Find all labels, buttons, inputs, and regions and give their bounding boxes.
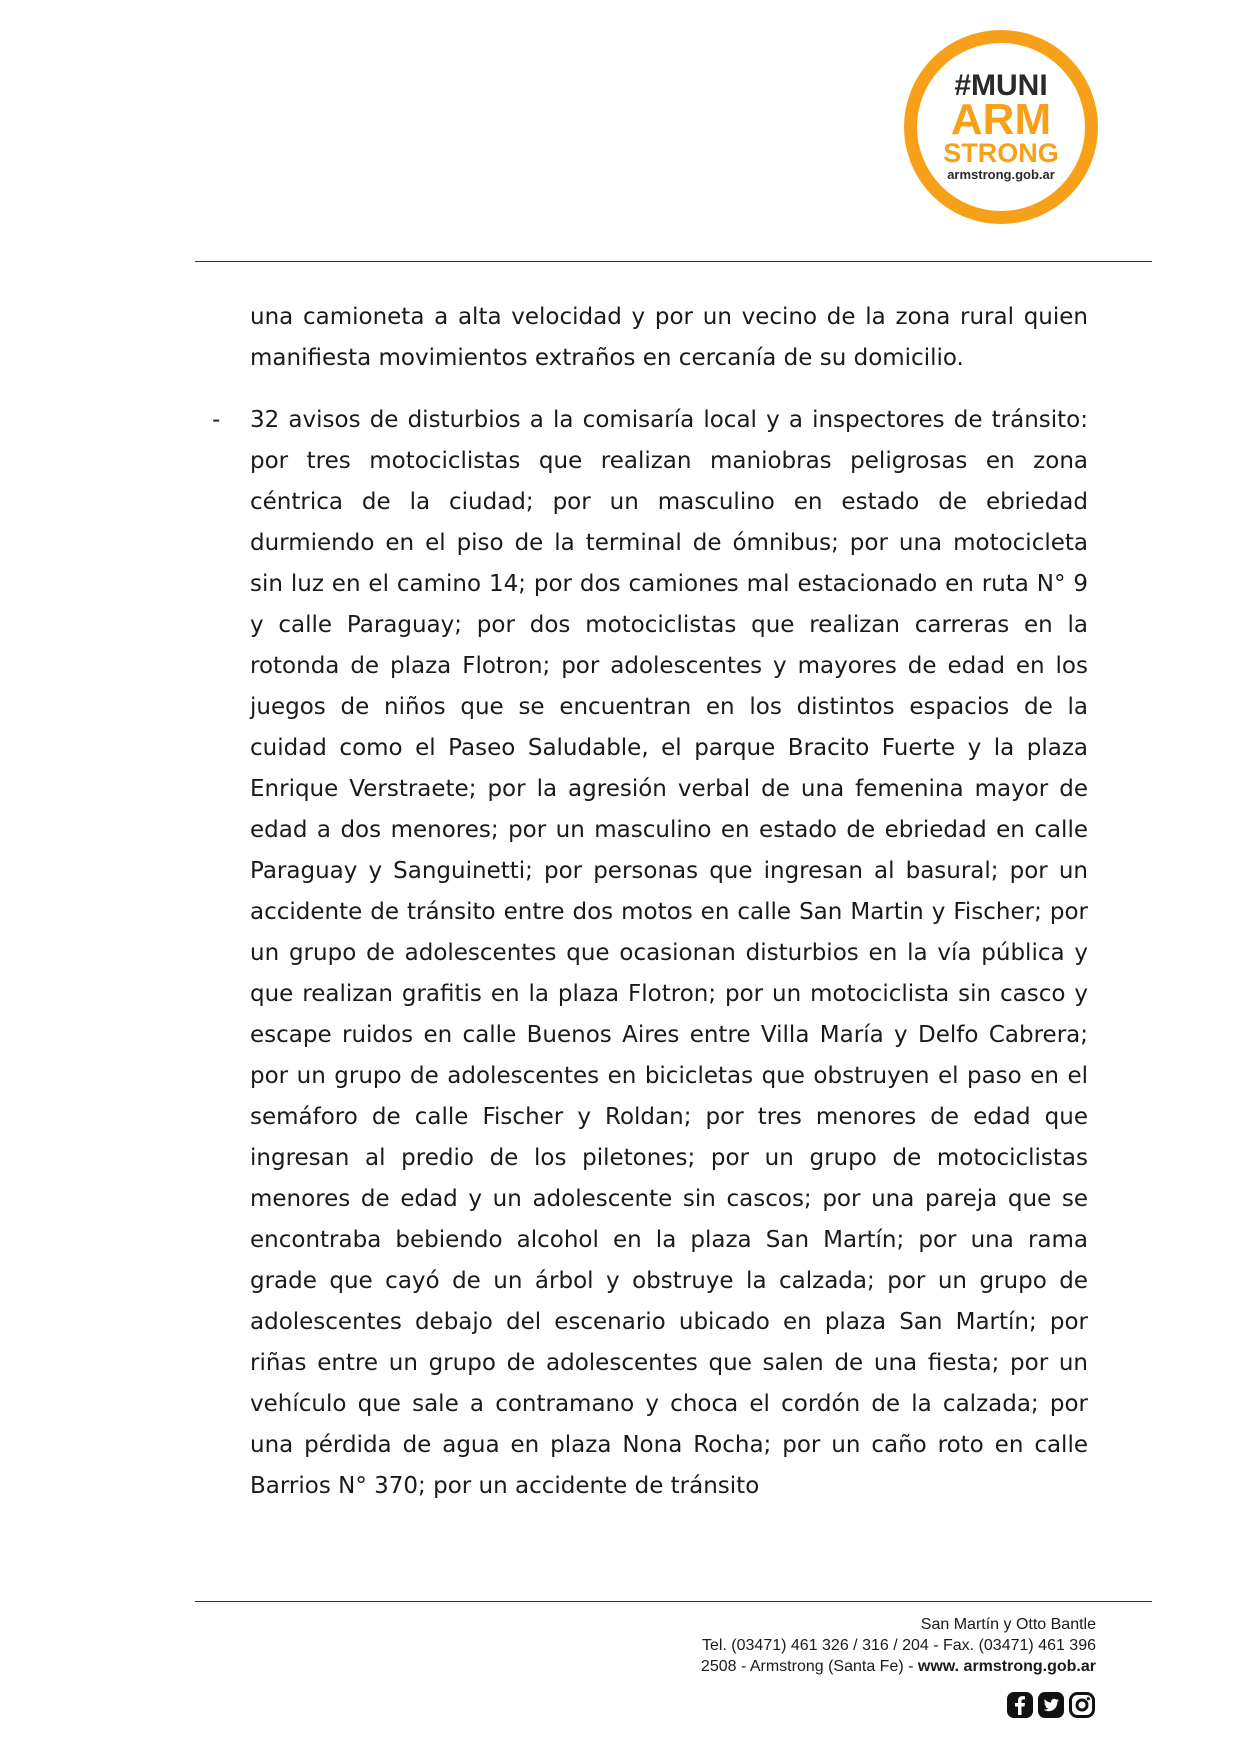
footer-divider <box>195 1601 1152 1602</box>
instagram-icon[interactable] <box>1068 1691 1096 1719</box>
footer-website-link[interactable]: www. armstrong.gob.ar <box>917 1658 1096 1675</box>
facebook-icon[interactable] <box>1006 1691 1034 1719</box>
header-divider <box>195 261 1152 262</box>
municipality-logo <box>904 30 1098 224</box>
logo-hashtag: #MUNI <box>954 69 1048 102</box>
list-bullet: - <box>212 407 221 433</box>
footer-contact <box>596 1614 1096 1677</box>
logo-url: armstrong.gob.ar <box>947 167 1055 182</box>
footer-city: 2508 - Armstrong (Santa Fe) - <box>700 1658 918 1675</box>
footer-city-line <box>596 1656 1096 1677</box>
logo-arm: ARM <box>950 95 1052 144</box>
footer-phones: Tel. (03471) 461 326 / 316 / 204 - Fax. (03471) 461 396 <box>701 1637 1096 1654</box>
twitter-icon[interactable] <box>1037 1691 1065 1719</box>
logo-strong: STRONG <box>943 138 1059 168</box>
social-links <box>1006 1691 1096 1721</box>
list-item-disturbances: 32 avisos de disturbios a la comisaría local y a inspectores de tránsito: por tres motociclistas que realizan maniobras peligrosas en zona céntrica de la ciudad; por un masculino en estado de ebriedad durmiendo en el piso de la terminal de ómnibus; por una motocicleta sin luz en el camino 14; por dos camiones mal estacionado en ruta N° 9 y calle Paraguay; por dos motociclistas que realizan carreras en la rotonda de plaza Flotron; por adolescentes y mayores de edad en los juegos de niños que se encuentran en los distintos espacios de la cuidad como el Paseo Saludable, el parque Bracito Fuerte y la plaza Enrique Verstraete; por la agresión verbal de una femenina mayor de edad a dos menores; por un masculino en estado de ebriedad en calle Paraguay y Sanguinetti; por personas que ingresan al basural; por un accidente de tránsito entre dos motos en calle San Martin y Fischer; por un grupo de adolescentes que ocasionan disturbios en la vía pública y que realizan grafitis en la plaza Flotron; por un motociclista sin casco y escape ruidos en calle Buenos Aires entre Villa María y Delfo Cabrera; por un grupo de adolescentes en bicicletas que obstruyen el paso en el semáforo de calle Fischer y Roldan; por tres menores de edad que ingresan al predio de los piletones; por un grupo de motociclistas menores de edad y un adolescente sin cascos; por una pareja que se encontraba bebiendo alcohol en la plaza San Martín; por una rama grade que cayó de un árbol y obstruye la calzada; por un grupo de adolescentes debajo del escenario ubicado en plaza San Martín; por riñas entre un grupo de adolescentes que salen de una fiesta; por un vehículo que sale a contramano y choca el cordón de la calzada; por una pérdida de agua en plaza Nona Rocha; por un caño roto en calle Barrios N° 370; por un accidente de tránsito <box>250 407 1088 1499</box>
footer-address: San Martín y Otto Bantle <box>920 1616 1096 1633</box>
continuation-paragraph: una camioneta a alta velocidad y por un vecino de la zona rural quien manifiesta movimientos extraños en cercanía de su domicilio. <box>250 304 1088 371</box>
